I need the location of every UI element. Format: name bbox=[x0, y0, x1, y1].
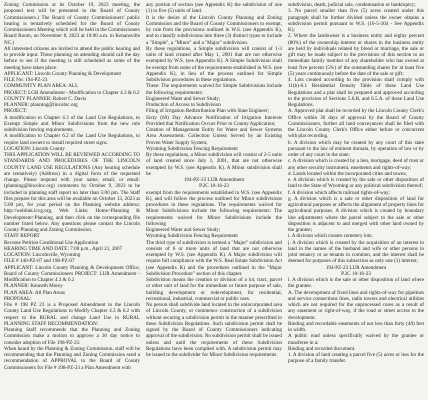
paragraph: File # 198 PZ 23 is a Proposed Amendment to the Lincoln County Land Use Regulations to Modify Chapter 4.3 & 6.2 with respect to the RURAL and change Land Use in RURAL PLANNING STAFF RECOMMENDATION: bbox=[4, 302, 140, 327]
footer-line: P.2C 10-16-23 bbox=[341, 270, 371, 277]
paragraph: APPLICANT: Lincoln County Planning & Development bbox=[4, 70, 121, 77]
paragraph: Wyoming Subdivision Fencing Requirement bbox=[146, 145, 238, 152]
paragraph: subdivision, death, judicial sale, condemnation or bankruptcy; bbox=[288, 2, 416, 8]
paragraph: PLAN AREA: All Plan Areas bbox=[4, 289, 65, 296]
paragraph: Production of Access to Subdivision bbox=[146, 102, 221, 108]
paragraph: A modification to Chapter 6.2 of the Land Use Regulations, to require land owners to install required street signs. bbox=[4, 133, 140, 146]
paragraph: The third type of subdivision is termed a "Major" subdivision and consists of 6 or more units of land that are not otherwise exempted by W.S. (see Appendix K). A Major subdivision will require full compliance with the W.S. Real Estate Subdivision Act (see Appendix K) and the procedures outlined in the "Major Subdivision Procedure" section of this chapter. bbox=[146, 239, 282, 277]
paragraph: 2. Where the landowner is a business entity and eighty percent (80%) of the ownership interest or shares in the business entity are held by individuals related by blood or marriage, the sale or gift may be made subject to the provisions of this section to an immediate family member of any shareholder who has owned at least five percent (5%) of the outstanding shares for at least five (5) years continuously before the date of the sale or gift; bbox=[288, 33, 424, 77]
paragraph: HEARING TIME AND DATE: 7:00 p.m., April 21, 2007 bbox=[4, 245, 123, 252]
paragraph: f. A division which affects railroad rights-of-way; bbox=[288, 189, 390, 196]
paragraph: Filing of Irrigation Redistribution Plan with State Engineer; bbox=[146, 108, 269, 115]
footer-line: 194-PZ-23 LUR Amendment bbox=[325, 264, 387, 271]
paragraph: No person shall subdivide land located in the unincorporated area of Lincoln County, or commence construction of a subdivision without securing a subdivision permit in the manner prescribed in these Subdivision Regulations. Such subdivision permit shall be signed by the Board of County Commissioners indicating approval of the subdivision. No subdivision permit shall be issued unless and until the requirements of these Subdivision Regulations have been complied with. A subdivision permit may be issued to the subdivider for Minor Subdivision requirements. bbox=[146, 302, 282, 358]
paragraph: Binding and recorded document. bbox=[288, 345, 356, 352]
paragraph: b. A division which may be created by any court of this state pursuant to the law of eminent domain, by operation of law or by order of any court in the state; bbox=[288, 139, 424, 158]
paragraph: THIS APPLICATION WILL BE REVIEWED ACCORDING TO STANDARDS AND PROCEDURES OF THE LINCOLN COUNTY LAND USE REGULATIONS (Any hearing schedule are tentatively) (Address) in a digital form of the requested change. Please respond with your name, email, or email: (planning@lincolnc.org) comments by October 9, 2023 to be included in planning staff report no later than 5:00 pm. The Staff files prepare for this area will be available on October 13, 2023 at 5:00 pm, for your period on the Planning website address: http://weblink.lcvg.org, Web Links: Home>Planning & Development>Planning, and then click on the corresponding file number listed below. Any questions please contact the Lincoln County Planning and Zoning Commission. bbox=[4, 152, 140, 233]
paragraph: Creation of Management Entity for Water and Sewer Systems Area Assessment. Collection Unless Served by an Existing Proven Water Supply System; bbox=[146, 127, 282, 146]
paragraph: A. Approved plat shall be recorded by the Lincoln County Clerk's Office within 30 days of approval by the Board of County Commissioners, further all land conveyances shall be filed with the Lincoln County Clerk's Office either before or concurrent with plat recording. bbox=[288, 108, 424, 140]
paragraph: g. A division which is a sale or other disposition of land for agricultural purposes or affects the alignment of property lines for agricultural purposes. A division which is created by boundary line adjustments where the parcel subject to the sale or other disposition is adjacent to and merged with other land owned by the grantee; bbox=[288, 195, 424, 233]
paragraph: l. A division which is the sale or other disposition of land where the grantee. bbox=[288, 277, 424, 290]
paragraph: d. Lands located within the incorporated cities and towns; bbox=[288, 170, 407, 177]
paragraph: By these regulations, a Simple subdivision will consist of 1-3 units of land created after May 1, 2001 that are not otherwise exempted by W.S. (see Appendix K). A Simple Subdivision shall be exempt from some of the requirements established in W.S. (see Appendix K), in lieu of the process outlined for Simple Subdivision procedures in these regulations. bbox=[146, 45, 282, 83]
paragraph: Sixty (60) Day Advance Notification of Irrigation Interests Provided that Notification Occurs Prior to County Application; bbox=[146, 114, 282, 127]
paragraph: STAFF REPORT bbox=[4, 233, 40, 240]
column-middle bbox=[146, 2, 282, 400]
paragraph: Subdivision means the creation or division of a lot, tract, parcel or other unit of land for the immediate or future purpose of sale, building development or redevelopment, for residential, recreational, industrial, commercial or public uses. bbox=[146, 277, 282, 302]
paragraph: LOCATION: Lincolnville, Wyoming bbox=[4, 252, 81, 258]
paragraph: PLANNER: Kenneth Morey bbox=[4, 283, 63, 290]
paragraph: any portion of section (see Appendix K) the subdivision of one (1) to five (5) units of land. bbox=[146, 2, 282, 15]
paragraph: PROJECT: LGB Amendment - Modification to Chapter 4.3 & 6.2 bbox=[4, 89, 140, 96]
paragraph: COUNTY PLANNER: Robert C. Davis bbox=[4, 95, 87, 102]
paragraph: APPLICANT: Lincoln County Planning & Development Office, Board of County Commissioners PROJECT: LUR Amendment - Modification to Chapter 4.3 & 6.2 bbox=[4, 264, 140, 283]
paragraph: FILE # 140-PZ-07 and 198-PZ-07 bbox=[4, 258, 75, 265]
paragraph: COMMUNITY PLAN AREA: ALL bbox=[4, 83, 79, 90]
footer-line: P.2C 10-16-23 bbox=[199, 183, 229, 190]
paragraph: It is the desire of the Lincoln County Planning and Zoning Commission and the Board of County Commissioners to exempt, by rule from the provisions outlined in W.S. (see Appendix K), and to classify subdivisions into three (3) distinct types to include a "Simple", a "Minor" and a "Major" subdivision. bbox=[146, 14, 282, 46]
paragraph: PROPOSAL: bbox=[4, 295, 32, 302]
paragraph: Engineered Water and Sewer Study; bbox=[146, 227, 221, 233]
paragraph: A modification to Chapter 4.3 of the Land Use Regulations, to Exempt Simple and Minor Subdivisions from the new rule subdivision fencing requirements. bbox=[4, 114, 140, 133]
paragraph: All interested citizens are invited to attend the public hearing and to provide input. Those planning on attending should call the day before to see if the meeting is still scheduled as some of the meeting have taken place. bbox=[4, 45, 140, 71]
paragraph: A public road unless specifically waived by the grantee or transferee in a: bbox=[288, 333, 424, 346]
paragraph: When heard by the Planning & Zoning Commission, staff will be recommending that the Planning and Zoning Commission send a recommendation of APPROVAL to the Board of County Commissioners for File # 198-PZ-23 a Plan Amendment with bbox=[4, 345, 140, 371]
paragraph: 1. A division of land creating a parcel five (5) acres or less for the purpose of a family transfer. bbox=[288, 352, 424, 365]
paragraph: i. A division which creates cemetery lots; bbox=[288, 233, 373, 240]
paragraph: PLANNER: planning@lincolnc.org bbox=[4, 102, 78, 108]
paragraph: j. A division which is created by the acquisition of an interest in land in the names of the husband and wife or other persons in joint tenancy or as tenants in common, and the interest shall be deemed for purposes of this subsection as only one (1) interest; bbox=[288, 239, 424, 265]
paragraph: Become Petition Conditional Use Application bbox=[4, 239, 99, 246]
paragraph: e. A division which is created by the sale or other disposition of land to the State of Wyoming or any political subdivision thereof; bbox=[288, 177, 424, 190]
paragraph: These: The requirements waived for Simple Subdivisions include the following requirements: bbox=[146, 83, 282, 96]
paragraph: Planning Staff recommends that the Planning and Zoning Commission make a motion to approve a 30 day notice to consider adoption of File 198-PZ-23. bbox=[4, 327, 140, 346]
paragraph: PROJECT: bbox=[4, 108, 27, 115]
paragraph: By these regulations, a Minor subdivision will consist of 2-5 units of land created since July 1, 2001, that are not otherwise exempted by W.S. (see Appendix K). A Minor subdivision shall be bbox=[146, 152, 282, 177]
column-right bbox=[288, 2, 424, 400]
paragraph: FILE No: 194-PZ-23 bbox=[4, 77, 48, 83]
paragraph: Engineered Water and Sewer Study; bbox=[146, 95, 221, 102]
paragraph: LOCATION: Lincoln County bbox=[4, 145, 65, 152]
paragraph: Binding and recordable easements of not less than forty (40) feet in width. bbox=[288, 320, 424, 333]
column-left bbox=[4, 2, 140, 400]
paragraph: 4. Lots created according to the provision shall comply with 11(b)-6.1 Residential Density Table of these Land Use Regulations and a plat shall be prepared and approved according to the provision of Sections 5.6.B, and 6.5.A. of these Land Use Regulations. bbox=[288, 77, 424, 108]
paragraph: Wyoming Subdivision Fencing Requirement bbox=[146, 233, 238, 240]
paragraph: exempt from the requirements established in W.S. (see Appendix K), and will follow the process outlined for Minor subdivisions procedures in these regulations. The requirements waived for Minor Subdivisions include the following requirements: The requirements waived for Minor Subdivisions include the following bbox=[146, 189, 282, 227]
paragraph: A. The development of fixed lines and rights-of-way for pipelines and service connections lines, radio towers and electrical utilities which are not required for the unprocessed cores as a result of any easement or right-of-way, if the road or street access to the development. bbox=[288, 289, 424, 321]
paragraph: Zoning Commission at its October 19, 2023 meeting, the proposed text will be presented to the Board of County Commissioners.) The Board of County Commissioners' public hearing is tentatively scheduled for the Board of County Commissioners Meeting which will be held in the Commissioners Board Room, on November 8, 2023 at 10:00 a.m. in Kenansville NC.) bbox=[4, 2, 140, 46]
paragraph: 3. No parcel smaller than five (5) acres created under this paragraph shall be further divided unless the owner obtains a subdivision permit pursuant to W.S. (16-5-304 - See Appendix K); bbox=[288, 8, 424, 33]
footer-line: 194-PZ-23 LUR Amendment bbox=[183, 177, 245, 183]
paragraph: c. A division which is created by a lien, mortgage, deed of trust or any other security instrument, easements and rights-of-way; bbox=[288, 158, 424, 171]
